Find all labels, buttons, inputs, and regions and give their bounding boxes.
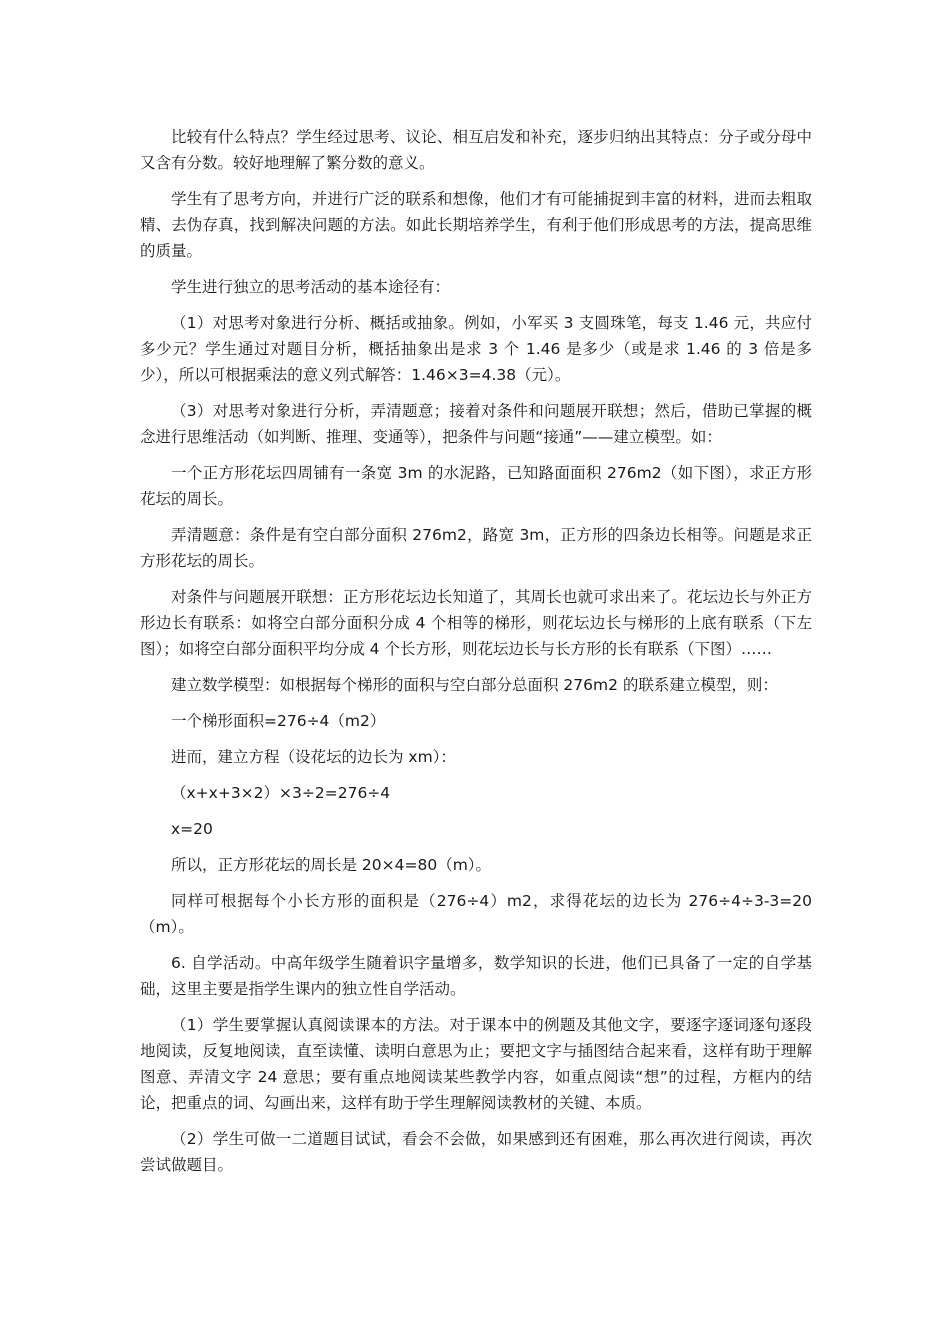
paragraph-2: 学生有了思考方向，并进行广泛的联系和想像，他们才有可能捕捉到丰富的材料，进而去粗取精、去伪存真，找到解决问题的方法。如此长期培养学生，有利于他们形成思考的方法，提高思维的质量。 — [140, 190, 812, 260]
paragraph-6: 一个正方形花坛四周铺有一条宽 3m 的水泥路，已知路面面积 276m2（如下图），求正方形花坛的周长。 — [140, 464, 812, 508]
paragraph-16: 6. 自学活动。中高年级学生随着识字量增多，数学知识的长进，他们已具备了一定的自学基础，这里主要是指学生课内的独立性自学活动。 — [140, 954, 812, 998]
paragraph-11: 进而，建立方程（设花坛的边长为 xm）： — [171, 748, 456, 766]
paragraph-17: （1）学生要掌握认真阅读课本的方法。对于课本中的例题及其他文字，要逐字逐词逐句逐段地阅读，反复地阅读，直至读懂、读明白意思为止；要把文字与插图结合起来看，这样有助于理解图意、弄清文字 24 意思；要有重点地阅读某些教学内容，如重点阅读“想”的过程，方框内的结论，把重点的词、勾画出来，这样有助于学生理解阅读教材的关键、本质。 — [140, 1016, 812, 1112]
paragraph-14: 所以，正方形花坛的周长是 20×4=80（m）。 — [171, 856, 492, 874]
paragraph-3: 学生进行独立的思考活动的基本途径有： — [171, 278, 451, 296]
paragraph-7: 弄清题意：条件是有空白部分面积 276m2，路宽 3m，正方形的四条边长相等。问题是求正方形花坛的周长。 — [140, 526, 812, 570]
paragraph-13: x=20 — [171, 820, 213, 838]
paragraph-10: 一个梯形面积=276÷4（m2） — [171, 712, 386, 730]
paragraph-5: （3）对思考对象进行分析，弄清题意；接着对条件和问题展开联想；然后，借助已掌握的概念进行思维活动（如判断、推理、变通等），把条件与问题“接通”——建立模型。如： — [140, 402, 812, 446]
paragraph-15: 同样可根据每个小长方形的面积是（276÷4）m2，求得花坛的边长为 276÷4÷3-3=20（m）。 — [140, 892, 812, 936]
paragraph-9: 建立数学模型：如根据每个梯形的面积与空白部分总面积 276m2 的联系建立模型，则： — [171, 676, 778, 694]
paragraph-4: （1）对思考对象进行分析、概括或抽象。例如，小军买 3 支圆珠笔，每支 1.46 元，共应付多少元？学生通过对题目分析，概括抽象出是求 3 个 1.46 是多少（或是求 1.46 的 3 倍是多少），所以可根据乘法的意义列式解答：1.46×3=4.38（元）。 — [140, 314, 812, 384]
paragraph-8: 对条件与问题展开联想：正方形花坛边长知道了，其周长也就可求出来了。花坛边长与外正方形边长有联系：如将空白部分面积分成 4 个相等的梯形，则花坛边长与梯形的上底有联系（下左图）；如将空白部分面积平均分成 4 个长方形，则花坛边长与长方形的长有联系（下图）…… — [140, 588, 812, 658]
document-body — [140, 124, 812, 1188]
paragraph-12: （x+x+3×2）×3÷2=276÷4 — [171, 784, 391, 802]
paragraph-18: （2）学生可做一二道题目试试，看会不会做，如果感到还有困难，那么再次进行阅读，再次尝试做题目。 — [140, 1130, 812, 1174]
paragraph-1: 比较有什么特点？学生经过思考、议论、相互启发和补充，逐步归纳出其特点：分子或分母中又含有分数。较好地理解了繁分数的意义。 — [140, 128, 812, 172]
